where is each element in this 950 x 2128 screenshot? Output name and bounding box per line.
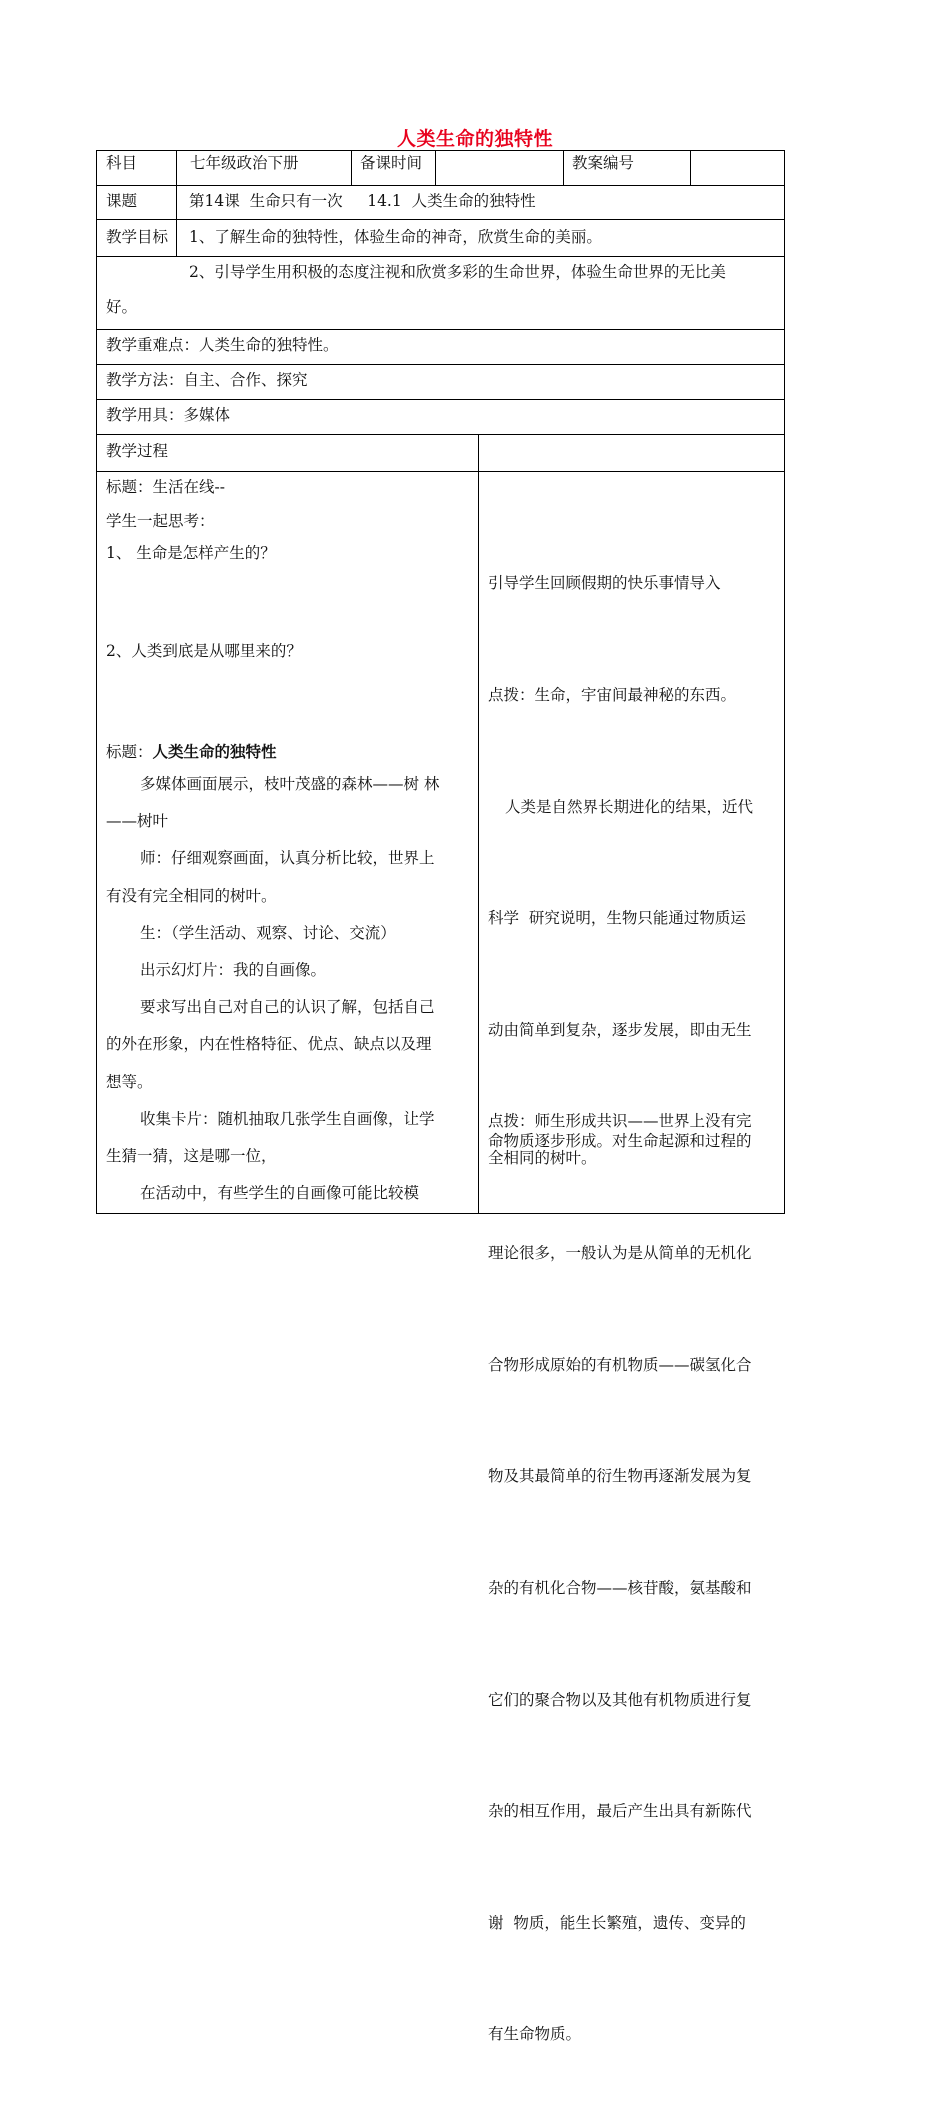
- right-line: 引导学生回顾假期的快乐事情导入: [488, 574, 721, 593]
- process-label: 教学过程: [106, 442, 169, 460]
- subject-label: 科目: [106, 154, 138, 172]
- col-divider: [478, 434, 479, 1214]
- goals-label: 教学目标: [106, 228, 169, 246]
- right-line: 杂的有机化合物——核苷酸，氨基酸和: [488, 1578, 752, 1597]
- right-line: 物及其最简单的衍生物再逐渐发展为复: [488, 1467, 752, 1486]
- section-title-1: 标题：生活在线--: [106, 478, 225, 496]
- right-line: 有生命物质。: [488, 2025, 582, 2044]
- conclusion-line-2: 全相同的树叶。: [488, 1149, 597, 1167]
- section-title-2-text: 人类生命的独特性: [152, 743, 277, 761]
- col-divider: [176, 150, 177, 256]
- left-line: ——树叶: [106, 812, 169, 831]
- col-divider: [563, 150, 564, 185]
- left-line: 的外在形象，内在性格特征、优点、缺点以及理: [106, 1035, 432, 1054]
- right-line: 它们的聚合物以及其他有机物质进行复: [488, 1690, 752, 1709]
- teaching-method: 教学方法：自主、合作、探究: [106, 371, 308, 389]
- right-line: 合物形成原始的有机物质——碳氢化合: [488, 1355, 752, 1374]
- section-title-2: [106, 742, 277, 762]
- prep-time-label: 备课时间: [360, 154, 423, 172]
- left-line: 收集卡片：随机抽取几张学生自画像，让学: [140, 1109, 435, 1128]
- goal-item-2-cont: 好。: [106, 298, 138, 316]
- right-line: 谢 物质，能生长繁殖，遗传、变异的: [488, 1913, 746, 1932]
- left-line: 想等。: [106, 1072, 153, 1091]
- conclusion-line-1: 点拨：师生形成共识——世界上没有完: [488, 1112, 752, 1130]
- col-divider: [690, 150, 691, 185]
- col-divider: [435, 150, 436, 185]
- left-line: 出示幻灯片：我的自画像。: [140, 961, 327, 980]
- row-divider: [96, 185, 785, 186]
- left-line: 要求写出自己对自己的认识了解，包括自己: [140, 998, 435, 1017]
- row-divider: [96, 471, 785, 472]
- col-divider: [351, 150, 352, 185]
- topic-label: 课题: [106, 192, 138, 210]
- right-line: 命物质逐步形成。对生命起源和过程的: [488, 1132, 752, 1151]
- row-divider: [96, 329, 785, 330]
- question-2: 2、人类到底是从哪里来的？: [106, 642, 302, 660]
- right-line: 人类是自然界长期进化的结果，近代: [505, 797, 754, 816]
- think-prompt: 学生一起思考：: [106, 512, 215, 530]
- right-line: 理论很多，一般认为是从简单的无机化: [488, 1244, 752, 1263]
- row-divider: [96, 219, 785, 220]
- key-point: 教学重难点：人类生命的独特性。: [106, 336, 339, 354]
- section-title-2-prefix: 标题：: [106, 743, 153, 761]
- goal-item-2: 2、引导学生用积极的态度注视和欣赏多彩的生命世界，体验生命世界的无比美: [189, 263, 726, 281]
- left-line: 生猜一猜，这是哪一位，: [106, 1147, 277, 1166]
- right-line: 动由简单到复杂，逐步发展，即由无生: [488, 1020, 752, 1039]
- subject-value: 七年级政治下册: [190, 154, 299, 172]
- page-title: 人类生命的独特性: [396, 128, 553, 150]
- row-divider: [96, 256, 785, 257]
- left-line: 在活动中，有些学生的自画像可能比较模: [140, 1184, 420, 1203]
- row-divider: [96, 399, 785, 400]
- row-divider: [96, 434, 785, 435]
- row-divider: [96, 364, 785, 365]
- question-1: 1、 生命是怎样产生的？: [106, 544, 276, 562]
- left-body: [106, 766, 470, 1212]
- topic-value: 第14课 生命只有一次 14.1 人类生命的独特性: [189, 192, 536, 210]
- left-line: 多媒体画面展示，枝叶茂盛的森林——树 林: [140, 775, 440, 793]
- plan-number-label: 教案编号: [572, 154, 635, 172]
- left-line: 有没有完全相同的树叶。: [106, 886, 277, 905]
- right-line: 科学 研究说明，生物只能通过物质运: [488, 909, 746, 928]
- teaching-tools: 教学用具：多媒体: [106, 406, 231, 424]
- right-body: [488, 491, 780, 2128]
- goal-item-1: 1、了解生命的独特性，体验生命的神奇，欣赏生命的美丽。: [189, 228, 602, 246]
- right-line: 杂的相互作用，最后产生出具有新陈代: [488, 1802, 752, 1821]
- right-line: 点拨：生命，宇宙间最神秘的东西。: [488, 686, 737, 705]
- left-line: 师：仔细观察画面，认真分析比较，世界上: [140, 849, 435, 868]
- left-line: 生：（学生活动、观察、讨论、交流）: [140, 923, 396, 942]
